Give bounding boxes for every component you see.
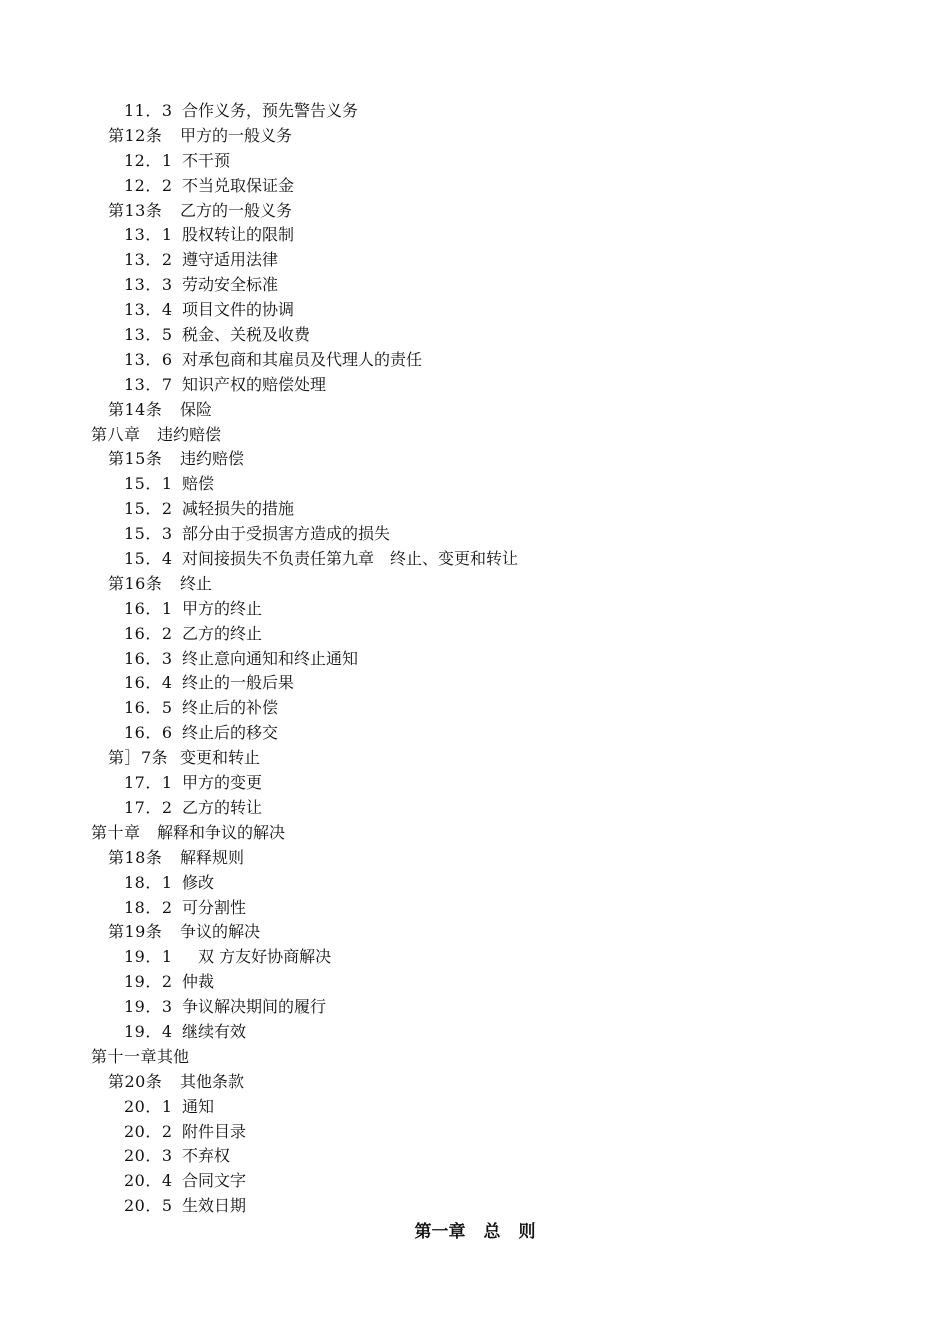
toc-article xyxy=(0,398,950,423)
toc-clause xyxy=(0,1120,950,1145)
toc-chapter xyxy=(0,1045,950,1070)
toc-number: 19．1 xyxy=(124,947,173,967)
toc-clause xyxy=(0,622,950,647)
toc-text: 遵守适用法律 xyxy=(182,250,279,270)
toc-text: 终止的一般后果 xyxy=(182,673,295,693)
toc-text: 项目文件的协调 xyxy=(182,300,295,320)
toc-clause xyxy=(0,671,950,696)
toc-number: 11．3 xyxy=(124,101,173,120)
chapter-heading-word-2: 则 xyxy=(518,1222,536,1242)
toc-number: 13．6 xyxy=(124,349,173,369)
toc-number: 12．2 xyxy=(124,175,173,195)
toc-text: 解释和争议的解决 xyxy=(157,822,286,842)
toc-article xyxy=(0,572,950,597)
toc-number: 15．2 xyxy=(124,499,173,519)
chapter-heading-number: 第一章 xyxy=(414,1222,466,1242)
toc-number: 12．1 xyxy=(124,150,173,170)
toc-text: 争议的解决 xyxy=(180,922,261,942)
toc-text: 劳动安全标准 xyxy=(182,275,279,295)
toc-number: 第13条 xyxy=(108,200,163,220)
toc-clause xyxy=(0,149,950,174)
toc-text: 争议解决期间的履行 xyxy=(182,997,327,1017)
toc-clause xyxy=(0,970,950,995)
toc-number: 第16条 xyxy=(108,573,163,593)
toc-text: 终止后的移交 xyxy=(182,723,279,743)
toc-text: 甲方的一般义务 xyxy=(180,125,293,145)
toc-clause xyxy=(0,771,950,796)
toc-number: 15．4 xyxy=(124,549,173,569)
toc-clause xyxy=(0,348,950,373)
toc-number: 19．4 xyxy=(124,1021,173,1041)
toc-text: 终止 xyxy=(180,573,213,593)
toc-text: 不干预 xyxy=(182,150,231,170)
toc-number: 16．4 xyxy=(124,673,173,693)
toc-number: 16．2 xyxy=(124,623,173,643)
toc-text: 变更和转止 xyxy=(180,748,261,768)
toc-number: 第12条 xyxy=(108,125,163,145)
toc-text: 违约赔偿 xyxy=(157,424,222,444)
toc-text: 部分由于受损害方造成的损失 xyxy=(182,524,391,544)
toc-number: 第15条 xyxy=(108,449,163,469)
toc-clause xyxy=(0,1095,950,1120)
toc-text: 减轻损失的措施 xyxy=(182,499,295,519)
toc-text: 仲裁 xyxy=(182,972,215,992)
toc-number: 17．2 xyxy=(124,797,173,817)
toc-article xyxy=(0,920,950,945)
toc-clause xyxy=(0,696,950,721)
toc-article xyxy=(0,124,950,149)
toc-article xyxy=(0,447,950,472)
toc-clause xyxy=(0,273,950,298)
toc-number: 19．2 xyxy=(124,972,173,992)
toc-text: 赔偿 xyxy=(182,474,215,494)
toc-number: 13．1 xyxy=(124,225,173,245)
toc-clause xyxy=(0,472,950,497)
toc-text: 其他条款 xyxy=(180,1071,245,1091)
toc-clause xyxy=(0,597,950,622)
toc-text: 乙方的终止 xyxy=(182,623,263,643)
toc-text: 双 方友好协商解决 xyxy=(182,947,332,967)
toc-number: 第十章 xyxy=(91,822,141,842)
toc-clause xyxy=(0,896,950,921)
toc-text: 保险 xyxy=(180,399,213,419)
toc-number: 13．3 xyxy=(124,275,173,295)
toc-text: 修改 xyxy=(182,872,215,892)
toc-text: 对间接损失不负责任第九章 终止、变更和转让 xyxy=(182,549,519,569)
toc-text: 甲方的变更 xyxy=(182,773,263,793)
toc-clause xyxy=(0,522,950,547)
toc-text: 违约赔偿 xyxy=(180,449,245,469)
toc-text: 乙方的一般义务 xyxy=(180,200,293,220)
toc-text: 税金、关税及收费 xyxy=(182,325,311,345)
toc-number: 13．2 xyxy=(124,250,173,270)
toc-text: 可分割性 xyxy=(182,897,247,917)
toc-clause xyxy=(0,796,950,821)
toc-clause xyxy=(0,547,950,572)
toc-number: 13．7 xyxy=(124,374,173,394)
toc-clause xyxy=(0,99,950,124)
toc-number: 19．3 xyxy=(124,997,173,1017)
toc-text: 其他 xyxy=(157,1046,190,1066)
toc-number: 第18条 xyxy=(108,847,163,867)
toc-text: 对承包商和其雇员及代理人的责任 xyxy=(182,349,423,369)
toc-clause xyxy=(0,647,950,672)
toc-clause xyxy=(0,373,950,398)
toc-text: 生效日期 xyxy=(182,1196,247,1216)
toc-number: 第］7条 xyxy=(108,748,169,768)
toc-text: 合同文字 xyxy=(182,1171,247,1191)
toc-clause xyxy=(0,323,950,348)
toc-number: 20．4 xyxy=(124,1171,173,1191)
toc-text: 附件目录 xyxy=(182,1121,247,1141)
toc-clause xyxy=(0,248,950,273)
toc-number: 13．5 xyxy=(124,325,173,345)
toc-number: 15．1 xyxy=(124,474,173,494)
toc-text: 知识产权的赔偿处理 xyxy=(182,374,327,394)
toc-text: 终止意向通知和终止通知 xyxy=(182,648,359,668)
toc-text: 股权转让的限制 xyxy=(182,225,295,245)
toc-clause xyxy=(0,871,950,896)
toc-number: 15．3 xyxy=(124,524,173,544)
toc-number: 18．2 xyxy=(124,897,173,917)
toc-clause xyxy=(0,497,950,522)
toc-clause xyxy=(0,995,950,1020)
toc-number: 20．2 xyxy=(124,1121,173,1141)
toc-number: 第八章 xyxy=(91,424,141,444)
toc-number: 第20条 xyxy=(108,1071,163,1091)
chapter-heading-word-1: 总 xyxy=(483,1222,501,1242)
toc-number: 第19条 xyxy=(108,922,163,942)
toc-number: 20．3 xyxy=(124,1146,173,1166)
toc-number: 17．1 xyxy=(124,773,173,793)
toc-number: 13．4 xyxy=(124,300,173,320)
toc-article xyxy=(0,199,950,224)
toc-clause xyxy=(0,1194,950,1219)
toc-article xyxy=(0,1070,950,1095)
toc-clause xyxy=(0,223,950,248)
toc-number: 16．3 xyxy=(124,648,173,668)
toc-clause xyxy=(0,721,950,746)
toc-text: 继续有效 xyxy=(182,1021,247,1041)
toc-number: 20．1 xyxy=(124,1096,173,1116)
toc-clause xyxy=(0,298,950,323)
toc-clause xyxy=(0,1144,950,1169)
toc-text: 乙方的转让 xyxy=(182,797,263,817)
chapter-heading xyxy=(0,1220,950,1244)
toc-article xyxy=(0,846,950,871)
toc-text: 甲方的终止 xyxy=(182,598,263,618)
toc-chapter xyxy=(0,821,950,846)
toc-number: 16．6 xyxy=(124,723,173,743)
toc-clause xyxy=(0,1020,950,1045)
toc-text: 解释规则 xyxy=(180,847,245,867)
table-of-contents xyxy=(0,99,950,1219)
toc-text: 不当兑取保证金 xyxy=(182,175,295,195)
toc-number: 18．1 xyxy=(124,872,173,892)
toc-text: 终止后的补偿 xyxy=(182,698,279,718)
toc-number: 16．1 xyxy=(124,598,173,618)
toc-text: 合作义务，预先警告义务 xyxy=(182,101,359,120)
toc-number: 第14条 xyxy=(108,399,163,419)
toc-number: 第十一章 xyxy=(91,1046,158,1066)
toc-number: 20．5 xyxy=(124,1196,173,1216)
toc-text: 不弃权 xyxy=(182,1146,231,1166)
toc-clause xyxy=(0,945,950,970)
toc-number: 16．5 xyxy=(124,698,173,718)
toc-article xyxy=(0,746,950,771)
toc-chapter xyxy=(0,423,950,448)
toc-clause xyxy=(0,174,950,199)
toc-clause xyxy=(0,1169,950,1194)
toc-text: 通知 xyxy=(182,1096,215,1116)
